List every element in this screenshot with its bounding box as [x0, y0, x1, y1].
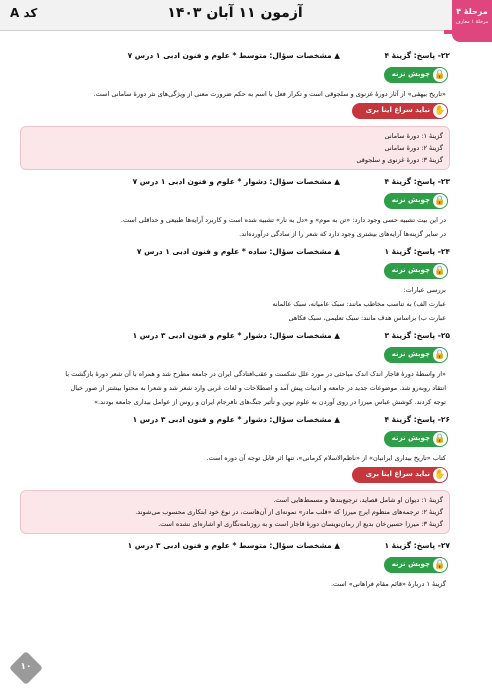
exam-title: آزمون ۱۱ آبان ۱۴۰۳	[167, 5, 303, 21]
question-24-header	[20, 244, 450, 260]
header-accent	[444, 30, 452, 34]
tip-row	[20, 346, 450, 366]
question-26-header	[20, 412, 450, 428]
trap-row	[20, 466, 450, 486]
tip-label-text: چوبش نزنه	[391, 350, 430, 358]
tip-row	[20, 66, 450, 86]
tip-label-text: چوبش نزنه	[391, 196, 430, 204]
tip-row	[20, 430, 450, 450]
question-23-line-2: در سایر گزینه‌ها آرایه‌های بیشتری وجود دارد که شعر را از سادگی درآورده‌اند.	[239, 230, 446, 238]
tip-label	[384, 557, 448, 573]
page-number: ۱۰	[20, 662, 32, 672]
question-22-header	[20, 48, 450, 64]
answers-content	[20, 44, 450, 590]
tip-label	[384, 431, 448, 447]
tip-label-text: چوبش نزنه	[391, 70, 430, 78]
lock-icon: 🔒	[434, 560, 446, 570]
option-row: گزینهٔ ۲: ترجمه‌های منظوم ایرج میرزا که «قلب مادر» نمونه‌ای از آن‌هاست، در نوع خود ابتکاری محسوب می‌شوند.	[135, 508, 443, 516]
question-27-answer: ۲۷- پاسخ: گزینهٔ ۱	[384, 541, 450, 550]
question-22-spec: ▲ مشخصات سؤال: متوسط * علوم و فنون ادبی ۱ درس ۷	[127, 51, 340, 60]
question-25-answer: ۲۵- پاسخ: گزینهٔ ۳	[384, 331, 450, 340]
question-22-explanation: «تاریخ بیهقی» از آثار دورهٔ غزنوی و سلجوقی است و تکرار فعل با اسم به حکم ضرورت معنی از ویژگی‌های نثر دورهٔ سامانی است.	[93, 90, 446, 98]
question-25-line-1: «از واسطهٔ دورهٔ قاجار اندک اندک مباحثی در مورد علل شکست و عقب‌افتادگی ایران در جامعه مطرح شد و همراه با آن شعر دورهٔ بازگشت با	[65, 370, 446, 378]
question-23-header	[20, 174, 450, 190]
question-24-line-1: بررسی عبارات:	[403, 286, 446, 294]
lock-icon: 🔒	[434, 70, 446, 80]
question-22-options-box	[20, 126, 450, 170]
hand-icon: ✋	[434, 470, 446, 480]
question-22-answer: ۲۲- پاسخ: گزینهٔ ۴	[384, 51, 450, 60]
trap-label-text: نباید سراغ اینا بری	[365, 106, 430, 114]
trap-label-text: نباید سراغ اینا بری	[365, 470, 430, 478]
question-25-line-3: توجه کردند. کوشش عباس میرزا در روی آوردن به علوم نوین و تأثیر جنگ‌های نافرجام ایران و روس از عوامل بیداری جامعه بودند.»	[94, 398, 446, 406]
question-25-header	[20, 328, 450, 344]
tip-label	[384, 193, 448, 209]
tip-label-text: چوبش نزنه	[391, 266, 430, 274]
question-26-spec: ▲ مشخصات سؤال: دشوار * علوم و فنون ادبی ۳ درس ۱	[132, 415, 340, 424]
lock-icon: 🔒	[434, 266, 446, 276]
tip-label	[384, 263, 448, 279]
option-row: گزینهٔ ۱: دیوان او شامل قصاید، ترجیع‌بندها و مسمط‌هایی است.	[273, 496, 443, 504]
question-26-answer: ۲۶- پاسخ: گزینهٔ ۴	[384, 415, 450, 424]
tip-label	[384, 347, 448, 363]
lock-icon: 🔒	[434, 350, 446, 360]
tip-row	[20, 556, 450, 576]
tip-label	[384, 67, 448, 83]
question-24-spec: ▲ مشخصات سؤال: ساده * علوم و فنون ادبی ۱ درس ۷	[136, 247, 340, 256]
lock-icon: 🔒	[434, 434, 446, 444]
option-row: گزینهٔ ۱: دورهٔ سامانی	[384, 132, 443, 140]
question-27-spec: ▲ مشخصات سؤال: متوسط * علوم و فنون ادبی ۳ درس ۱	[127, 541, 340, 550]
question-23-answer: ۲۳- پاسخ: گزینهٔ ۴	[384, 177, 450, 186]
question-24-line-3: عبارت ب) براساس هدف مانند: سبک تعلیمی، سبک فکاهی	[288, 314, 446, 322]
question-25-spec: ▲ مشخصات سؤال: دشوار * علوم و فنون ادبی ۳ درس ۱	[132, 331, 340, 340]
tip-row	[20, 192, 450, 212]
hand-icon: ✋	[434, 106, 446, 116]
question-26-explanation: کتاب «تاریخ بیداری ایرانیان» از «ناظم‌الاسلام کرمانی»، تنها اثر قابل توجه آن دوره است.	[206, 454, 446, 462]
question-24-answer: ۲۴- پاسخ: گزینهٔ ۱	[384, 247, 450, 256]
question-23-spec: ▲ مشخصات سؤال: دشوار * علوم و فنون ادبی ۱ درس ۷	[132, 177, 340, 186]
trap-row	[20, 102, 450, 122]
stage-badge	[452, 0, 492, 42]
question-26-options-box	[20, 490, 450, 534]
trap-label	[352, 103, 448, 119]
exam-code: کد A	[10, 6, 38, 20]
question-27-header	[20, 538, 450, 554]
tip-label-text: چوبش نزنه	[391, 560, 430, 568]
option-row: گزینهٔ ۳: دورهٔ غزنوی و سلجوقی	[356, 156, 443, 164]
option-row: گزینهٔ ۲: دورهٔ سامانی	[384, 144, 443, 152]
tip-label-text: چوبش نزنه	[391, 434, 430, 442]
stage-badge-title: مرحلهٔ ۴	[456, 7, 488, 16]
question-25-line-2: انتقاد روبه‌رو شد. موضوعات جدید در جامعه و ادبیات پیش آمد و اصطلاحات و لغات غربی وارد شعر شد و شعرا به محتوا بیشتر از صور خیال	[70, 384, 446, 392]
question-24-line-2: عبارت الف) به تناسب مخاطب مانند: سبک عامیانه، سبک عالمانه	[272, 300, 446, 308]
question-27-explanation: گزینهٔ ۱ دربارهٔ «قائم مقام فراهانی» است.	[330, 580, 446, 588]
trap-label	[352, 467, 448, 483]
question-23-line-1: در این بیت تشبیه حسی وجود دارد: «تن به موم» و «دل به نار» تشبیه شده است و کاربرد آرایه‌ها طبیعی و حداقلی است.	[120, 216, 446, 224]
tip-row	[20, 262, 450, 282]
lock-icon: 🔒	[434, 196, 446, 206]
stage-badge-subtitle: مرحلهٔ ۱ معارف	[455, 19, 489, 25]
option-row: گزینهٔ ۳: میرزا حسین‌خان بدیع از رمان‌نویسان دورهٔ قاجار است و به روزنامه‌نگاری او اشاره‌ای نشده است.	[158, 520, 443, 528]
